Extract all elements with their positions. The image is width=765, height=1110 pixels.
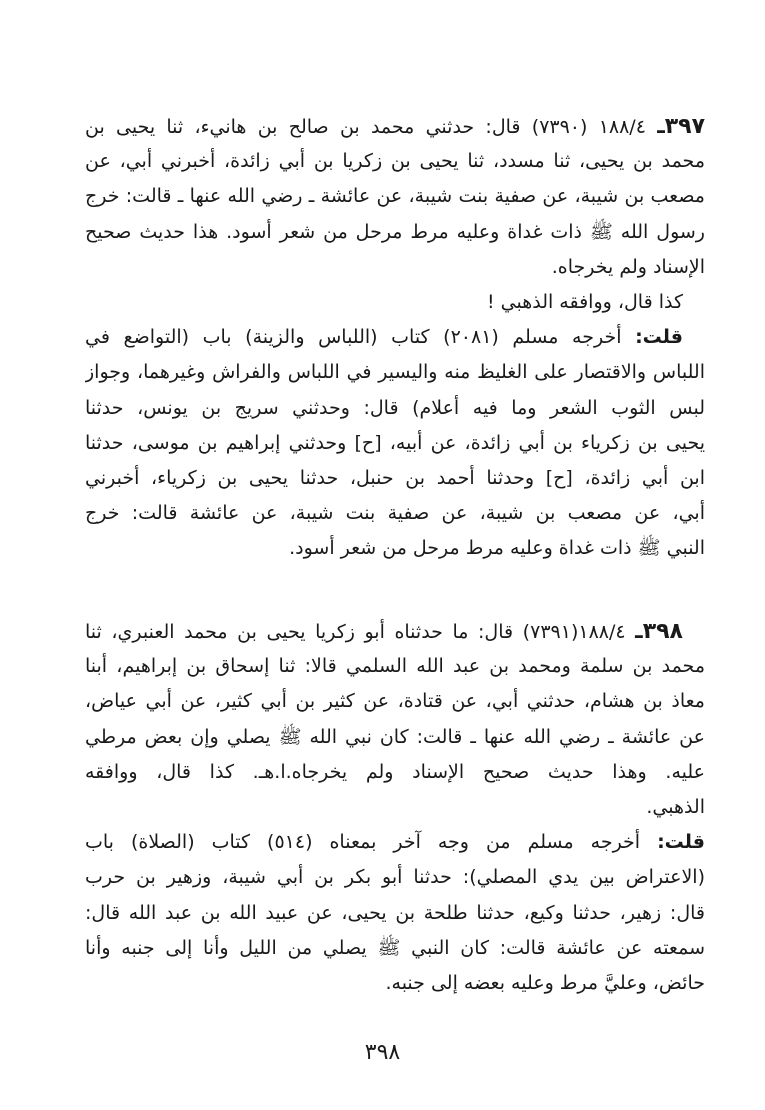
- hadith-number: ٣٩٧ـ: [657, 114, 705, 139]
- text-line: سمعته عن عائشة قالت: كان النبي ﷺ يصلي من الليل وأنا إلى جنبه وأنا: [85, 936, 705, 959]
- text-line: [85, 614, 705, 649]
- text-segment: ١٨٨/٤ (٧٣٩٠) قال: حدثني محمد بن صالح بن هانيء، ثنا يحيى بن: [85, 116, 646, 138]
- text-line: ابن أبي زائدة، [ح] وحدثنا أحمد بن حنبل، حدثنا يحيى بن زكرياء، أخبرني: [85, 466, 705, 489]
- text-line: [85, 825, 705, 860]
- text-line: عن عائشة ـ رضي الله عنها ـ قالت: كان نبي الله ﷺ يصلي وإن بعض مرطي: [85, 725, 705, 748]
- note-label: قلت:: [657, 831, 705, 854]
- text-line: [85, 320, 705, 355]
- text-line: كذا قال، ووافقه الذهبي !: [486, 290, 683, 313]
- text-line: رسول الله ﷺ ذات غداة وعليه مرط مرحل من شعر أسود. هذا حديث صحيح: [85, 220, 705, 243]
- text-line: اللباس والاقتصار على الغليظ منه واليسير في اللباس والفراش وغيرهما، وجواز: [85, 361, 705, 384]
- text-line: محمد بن سلمة ومحمد بن عبد الله السلمي قالا: ثنا إسحاق بن إبراهيم، أبنا: [85, 655, 705, 678]
- text-line: حائض، وعليَّ مرط وعليه بعضه إلى جنبه.: [385, 971, 705, 994]
- section-398: [85, 614, 705, 1001]
- text-line: أبي، عن مصعب بن شيبة، عن صفية بنت شيبة، عن عائشة قالت: خرج: [85, 502, 705, 525]
- text-line: الإسناد ولم يخرجاه.: [551, 255, 705, 278]
- page-number: ٣٩٨: [364, 1040, 401, 1065]
- text-line: (الاعتراض بين يدي المصلي): حدثنا أبو بكر بن أبي شيبة، وزهير بن حرب: [85, 866, 705, 889]
- text-line: [85, 109, 705, 144]
- text-line: عليه. وهذا حديث صحيح الإسناد ولم يخرجاه.ا.هـ. كذا قال، ووافقه: [85, 760, 705, 783]
- text-line: لبس الثوب الشعر وما فيه أعلام) قال: وحدثني سريج بن يونس، حدثنا: [85, 396, 705, 419]
- text-line: النبي ﷺ ذات غداة وعليه مرط مرحل من شعر أسود.: [289, 537, 705, 560]
- section-397: [85, 109, 705, 566]
- text-line: مصعب بن شيبة، عن صفية بنت شيبة، عن عائشة ـ رضي الله عنها ـ قالت: خرج: [85, 185, 705, 208]
- note-label: قلت:: [635, 326, 683, 349]
- text-segment: أخرجه مسلم (٢٠٨١) كتاب (اللباس والزينة) باب (التواضع في: [85, 326, 622, 349]
- text-line: قال: زهير، حدثنا وكيع، حدثنا طلحة بن يحيى، عن عبيد الله بن عبد الله قال:: [85, 901, 705, 924]
- text-line: معاذ بن هشام، حدثني أبي، عن قتادة، عن كثير بن أبي كثير، عن أبي عياض،: [85, 690, 705, 713]
- text-line: الذهبي.: [646, 795, 705, 818]
- text-line: يحيى بن زكرياء بن أبي زائدة، عن أبيه، [ح] وحدثني إبراهيم بن موسى، حدثنا: [85, 431, 705, 454]
- hadith-number: ٣٩٨ـ: [635, 619, 683, 644]
- text-segment: أخرجه مسلم من وجه آخر بمعناه (٥١٤) كتاب (الصلاة) باب: [85, 831, 641, 854]
- text-segment: ١٨٨/٤(٧٣٩١) قال: ما حدثناه أبو زكريا يحيى بن محمد العنبري، ثنا: [85, 621, 626, 643]
- text-line: محمد بن يحيى، ثنا مسدد، ثنا يحيى بن زكريا بن أبي زائدة، أخبرني أبي، عن: [85, 150, 705, 173]
